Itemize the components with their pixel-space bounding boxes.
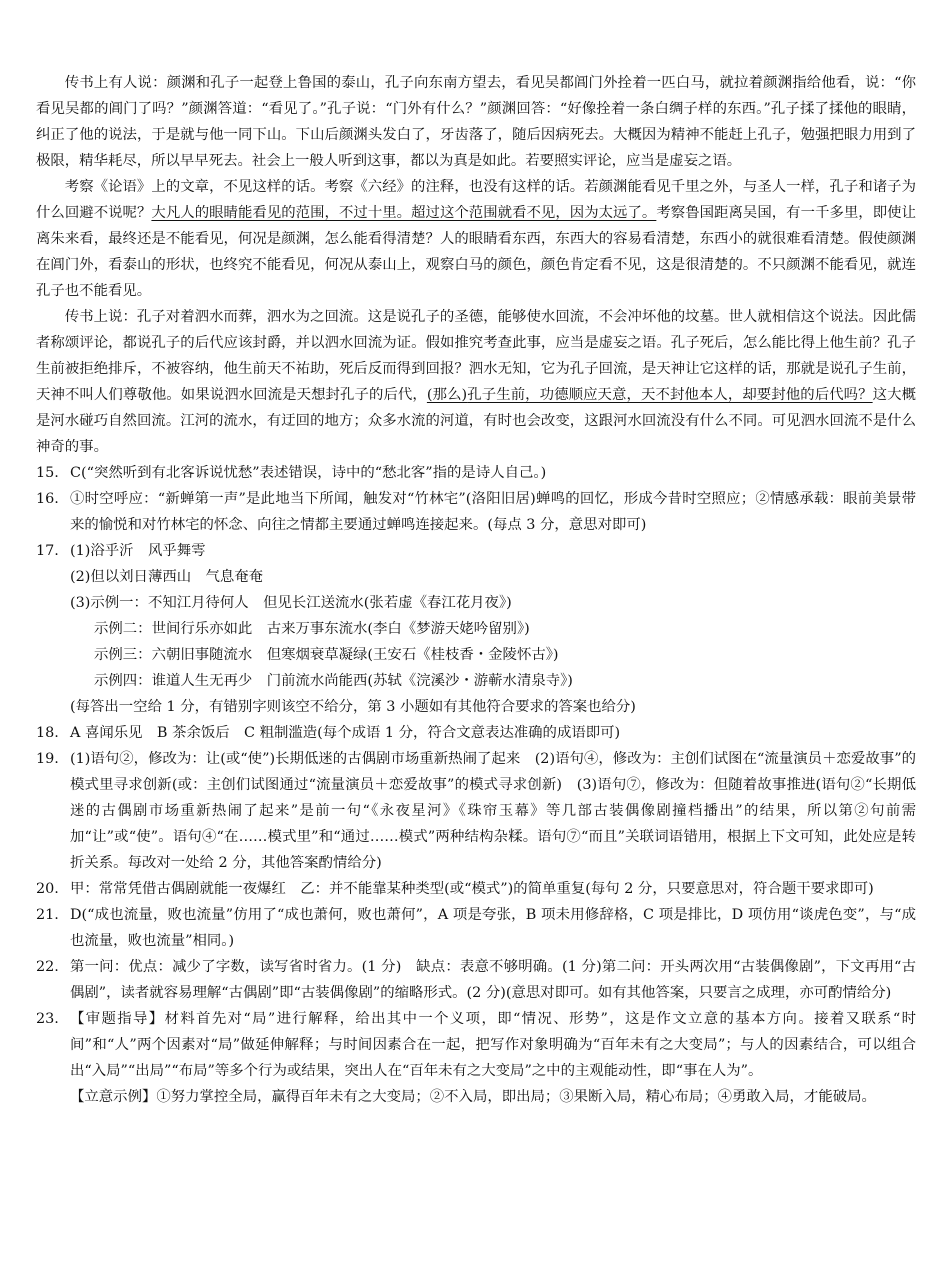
question-number: 22. xyxy=(36,959,59,975)
question-number: 19. xyxy=(36,751,59,767)
answer-23-examples: 【立意示例】①努力掌控全局，赢得百年未有之大变局；②不入局，即出局；③果断入局，精心布局；④勇敢入局，才能破局。 xyxy=(70,1089,876,1105)
question-number: 15. xyxy=(36,465,59,481)
passage-paragraph-3: 传书上说：孔子对着泗水而葬，泗水为之回流。这是说孔子的圣德，能够使水回流，不会冲坏他的坟墓。世人就相信这个说法。因此儒者称颂评论，都说孔子的后代应该封爵，并以泗水回流为证。假如推究考查此事，应当是虚妄之语。孔子死后，怎么能比得上他生前？孔子生前被拒绝排斥，不被容纳，他生前天不祐助，死后反而得到回报？泗水无知，它为孔子回流，是天神让它这样的话，那就是说孔子生前，天神不叫人们尊敬他。如果说泗水回流是天想封孔子的后代，(那么)孔子生前，功德顺应天意，天不封他本人，却要封他的后代吗？这大概是河水碰巧自然回流。江河的流水，有迂回的地方；众多水流的河道，有时也会改变，这跟河水回流没有什么不同。可见泗水回流不是什么神奇的事。 xyxy=(36,309,916,455)
answer-17-line: 示例四：谁道人生无再少 门前流水尚能西(苏轼《浣溪沙・游蕲水清泉寺》) xyxy=(94,673,573,689)
answer-21: 21. D(“成也流量，败也流量”仿用了“成也萧何，败也萧何”，A 项是夸张，B 项未用修辞格，C 项是排比，D 项仿用“谈虎色变”，与“成也流量，败也流量”相同。) xyxy=(36,902,916,954)
question-number: 20. xyxy=(36,881,59,897)
passage-paragraph-1: 传书上有人说：颜渊和孔子一起登上鲁国的泰山，孔子向东南方望去，看见吴都阊门外拴着一匹白马，就拉着颜渊指给他看，说：“你看见吴都的阊门了吗？”颜渊答道：“看见了。”孔子说：“门外有什么？”颜渊回答：“好像拴着一条白绸子样的东西。”孔子揉了揉他的眼睛，纠正了他的说法，于是就与他一同下山。下山后颜渊头发白了，牙齿落了，随后因病死去。大概因为精神不能赶上孔子，勉强把眼力用到了极限，精华耗尽，所以早早死去。社会上一般人听到这事，都以为真是如此。若要照实评论，应当是虚妄之语。 xyxy=(36,75,916,169)
passage-paragraph-2: 考察《论语》上的文章，不见这样的话。考察《六经》的注释，也没有这样的话。若颜渊能看见千里之外，与圣人一样，孔子和诸子为什么回避不说呢？大凡人的眼睛能看见的范围，不过十里。超过这个范围就看不见，因为太远了。考察鲁国距离吴国，有一千多里，即使让离朱来看，最终还是不能看见，何况是颜渊，怎么能看得清楚？人的眼睛看东西，东西大的容易看清楚，东西小的就很难看清楚。假使颜渊在阊门外，看泰山的形状，也终究不能看见，何况从泰山上，观察白马的颜色，颜色肯定看不见，这是很清楚的。不只颜渊不能看见，就连孔子也不能看见。 xyxy=(36,179,916,299)
underlined-sentence: 大凡人的眼睛能看见的范围，不过十里。超过这个范围就看不见，因为太远了。 xyxy=(151,205,657,221)
answer-17: 17. (1)浴乎沂 风乎舞雩 xyxy=(36,538,916,564)
bracketed-word: (那么) xyxy=(426,387,468,403)
answer-17-line: 示例二：世间行乐亦如此 古来万事东流水(李白《梦游天姥吟留别》) xyxy=(94,621,530,637)
answer-23: 23. 【审题指导】材料首先对“局”进行解释，给出其中一个义项，即“情况、形势”，这是作文立意的基本方向。接着又联系“时间”和“人”两个因素对“局”做延伸解释；与时间因素合在一起，把写作对象明确为“百年未有之大变局”；与人的因素结合，可以组合出“入局”“出局”“布局”等多个行为或结果，突出人在“百年未有之大变局”之中的主观能动性，即“事在人为”。 xyxy=(36,1006,916,1084)
answer-17-line: (3)示例一：不知江月待何人 但见长江送流水(张若虚《春江花月夜》) xyxy=(70,595,512,611)
question-number: 23. xyxy=(36,1011,59,1027)
underlined-sentence: 孔子生前，功德顺应天意，天不封他本人，却要封他的后代吗？ xyxy=(467,387,873,403)
question-number: 21. xyxy=(36,907,59,923)
question-number: 18. xyxy=(36,725,59,741)
question-number: 17. xyxy=(36,543,59,559)
question-number: 16. xyxy=(36,491,59,507)
answer-19: 19. (1)语句②，修改为：让(或“使”)长期低迷的古偶剧市场重新热闹了起来 (2)语句④，修改为：主创们试图在“流量演员＋恋爱故事”的模式里寻求创新(或：主创们试图通过“流量演员＋恋爱故事”的模式寻求创新) (3)语句⑦，修改为：但随着故事推进(语句②“长期低迷的古偶剧市场重新热闹了起来”是前一句“《永夜星河》《珠帘玉幕》等几部古装偶像剧撞档播出”的结果，所以第②句前需加“让”或“使”。语句④“在……模式里”和“通过……模式”两种结构杂糅。语句⑦“而且”关联词语错用，根据上下文可知，此处应是转折关系。每改对一处给 2 分，其他答案酌情给分) xyxy=(36,746,916,876)
answer-15: 15. C(“突然听到有北客诉说忧愁”表述错误，诗中的“愁北客”指的是诗人自己。) xyxy=(36,460,916,486)
answer-page xyxy=(36,70,916,1110)
answer-22: 22. 第一问：优点：减少了字数，读写省时省力。(1 分) 缺点：表意不够明确。(1 分)第二问：开头两次用“古装偶像剧”，下文再用“古偶剧”，读者就容易理解“古偶剧”即“古装偶像剧”的缩略形式。(2 分)(意思对即可。如有其他答案，只要言之成理，亦可酌情给分) xyxy=(36,954,916,1006)
answer-20: 20. 甲：常常凭借古偶剧就能一夜爆红 乙：并不能靠某种类型(或“模式”)的简单重复(每句 2 分，只要意思对，符合题干要求即可) xyxy=(36,876,916,902)
answer-18: 18. A 喜闻乐见 B 茶余饭后 C 粗制滥造(每个成语 1 分，符合文意表达准确的成语即可) xyxy=(36,720,916,746)
answer-17-note: (每答出一空给 1 分，有错别字则该空不给分，第 3 小题如有其他符合要求的答案也给分) xyxy=(70,699,636,715)
answer-17-line: 示例三：六朝旧事随流水 但寒烟衰草凝绿(王安石《桂枝香・金陵怀古》) xyxy=(94,647,559,663)
answer-17-line: (2)但以刘日薄西山 气息奄奄 xyxy=(70,569,264,585)
answer-16: 16. ①时空呼应：“新蝉第一声”是此地当下所闻，触发对“竹林宅”(洛阳旧居)蝉鸣的回忆，形成今昔时空照应；②情感承载：眼前美景带来的愉悦和对竹林宅的怀念、向往之情都主要通过蝉鸣连接起来。(每点 3 分，意思对即可) xyxy=(36,486,916,538)
